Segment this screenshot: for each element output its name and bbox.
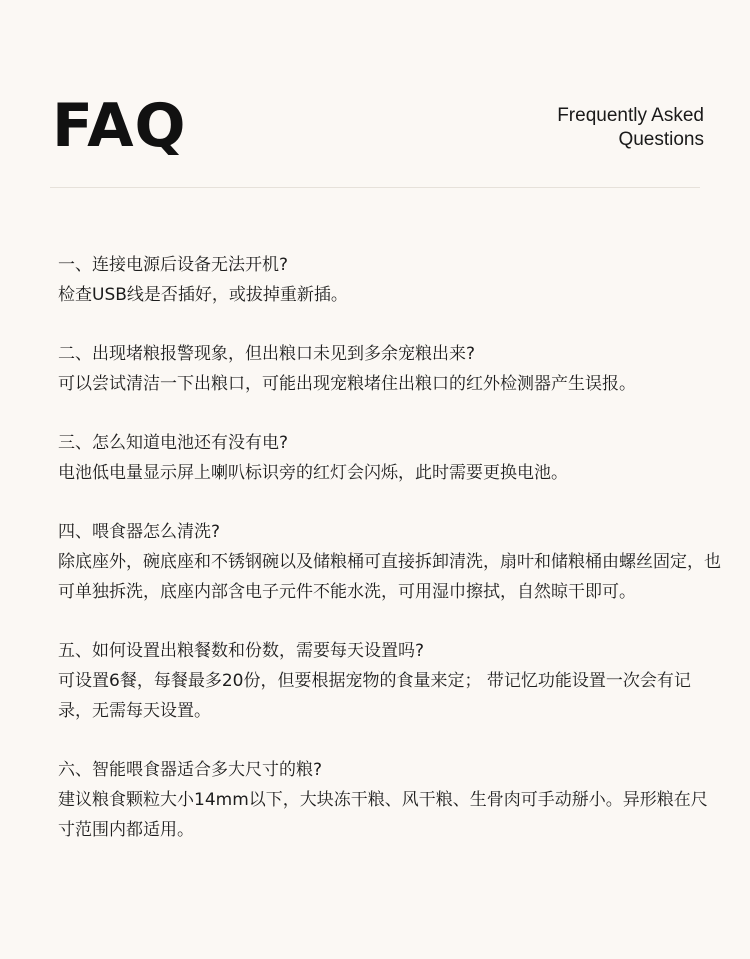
faq-item-5 xyxy=(58,636,724,726)
faq-answer: 可以尝试清洁一下出粮口，可能出现宠粮堵住出粮口的红外检测器产生误报。 xyxy=(58,374,636,394)
faq-item-3 xyxy=(58,428,724,488)
faq-question: 四、喂食器怎么清洗? xyxy=(58,522,221,542)
faq-answer: 电池低电量显示屏上喇叭标识旁的红灯会闪烁，此时需要更换电池。 xyxy=(58,463,568,483)
faq-question: 五、如何设置出粮餐数和份数，需要每天设置吗? xyxy=(58,641,425,661)
faq-answer: 建议粮食颗粒大小14mm以下，大块冻干粮、风干粮、生骨肉可手动掰小。异形粮在尺寸范围内都适用。 xyxy=(58,790,708,840)
header-divider xyxy=(50,187,700,188)
faq-item-6 xyxy=(58,755,724,845)
faq-item-2 xyxy=(58,339,724,399)
faq-answer: 检查USB线是否插好，或拔掉重新插。 xyxy=(58,285,348,305)
subtitle-line-1: Frequently Asked xyxy=(557,105,704,126)
faq-question: 一、连接电源后设备无法开机? xyxy=(58,255,289,275)
faq-list xyxy=(58,250,724,874)
subtitle-line-2: Questions xyxy=(618,129,704,150)
faq-question: 六、智能喂食器适合多大尺寸的粮? xyxy=(58,760,323,780)
faq-answer: 除底座外，碗底座和不锈钢碗以及储粮桶可直接拆卸清洗，扇叶和储粮桶由螺丝固定，也可单独拆洗，底座内部含电子元件不能水洗，可用湿巾擦拭，自然晾干即可。 xyxy=(58,552,721,602)
faq-item-1 xyxy=(58,250,724,310)
faq-question: 三、怎么知道电池还有没有电? xyxy=(58,433,289,453)
page-subtitle xyxy=(557,104,704,152)
page-title: FAQ xyxy=(52,91,187,161)
faq-answer: 可设置6餐，每餐最多20份，但要根据宠物的食量来定； 带记忆功能设置一次会有记录，无需每天设置。 xyxy=(58,671,691,721)
faq-item-4 xyxy=(58,517,724,607)
faq-question: 二、出现堵粮报警现象，但出粮口未见到多余宠粮出来? xyxy=(58,344,476,364)
